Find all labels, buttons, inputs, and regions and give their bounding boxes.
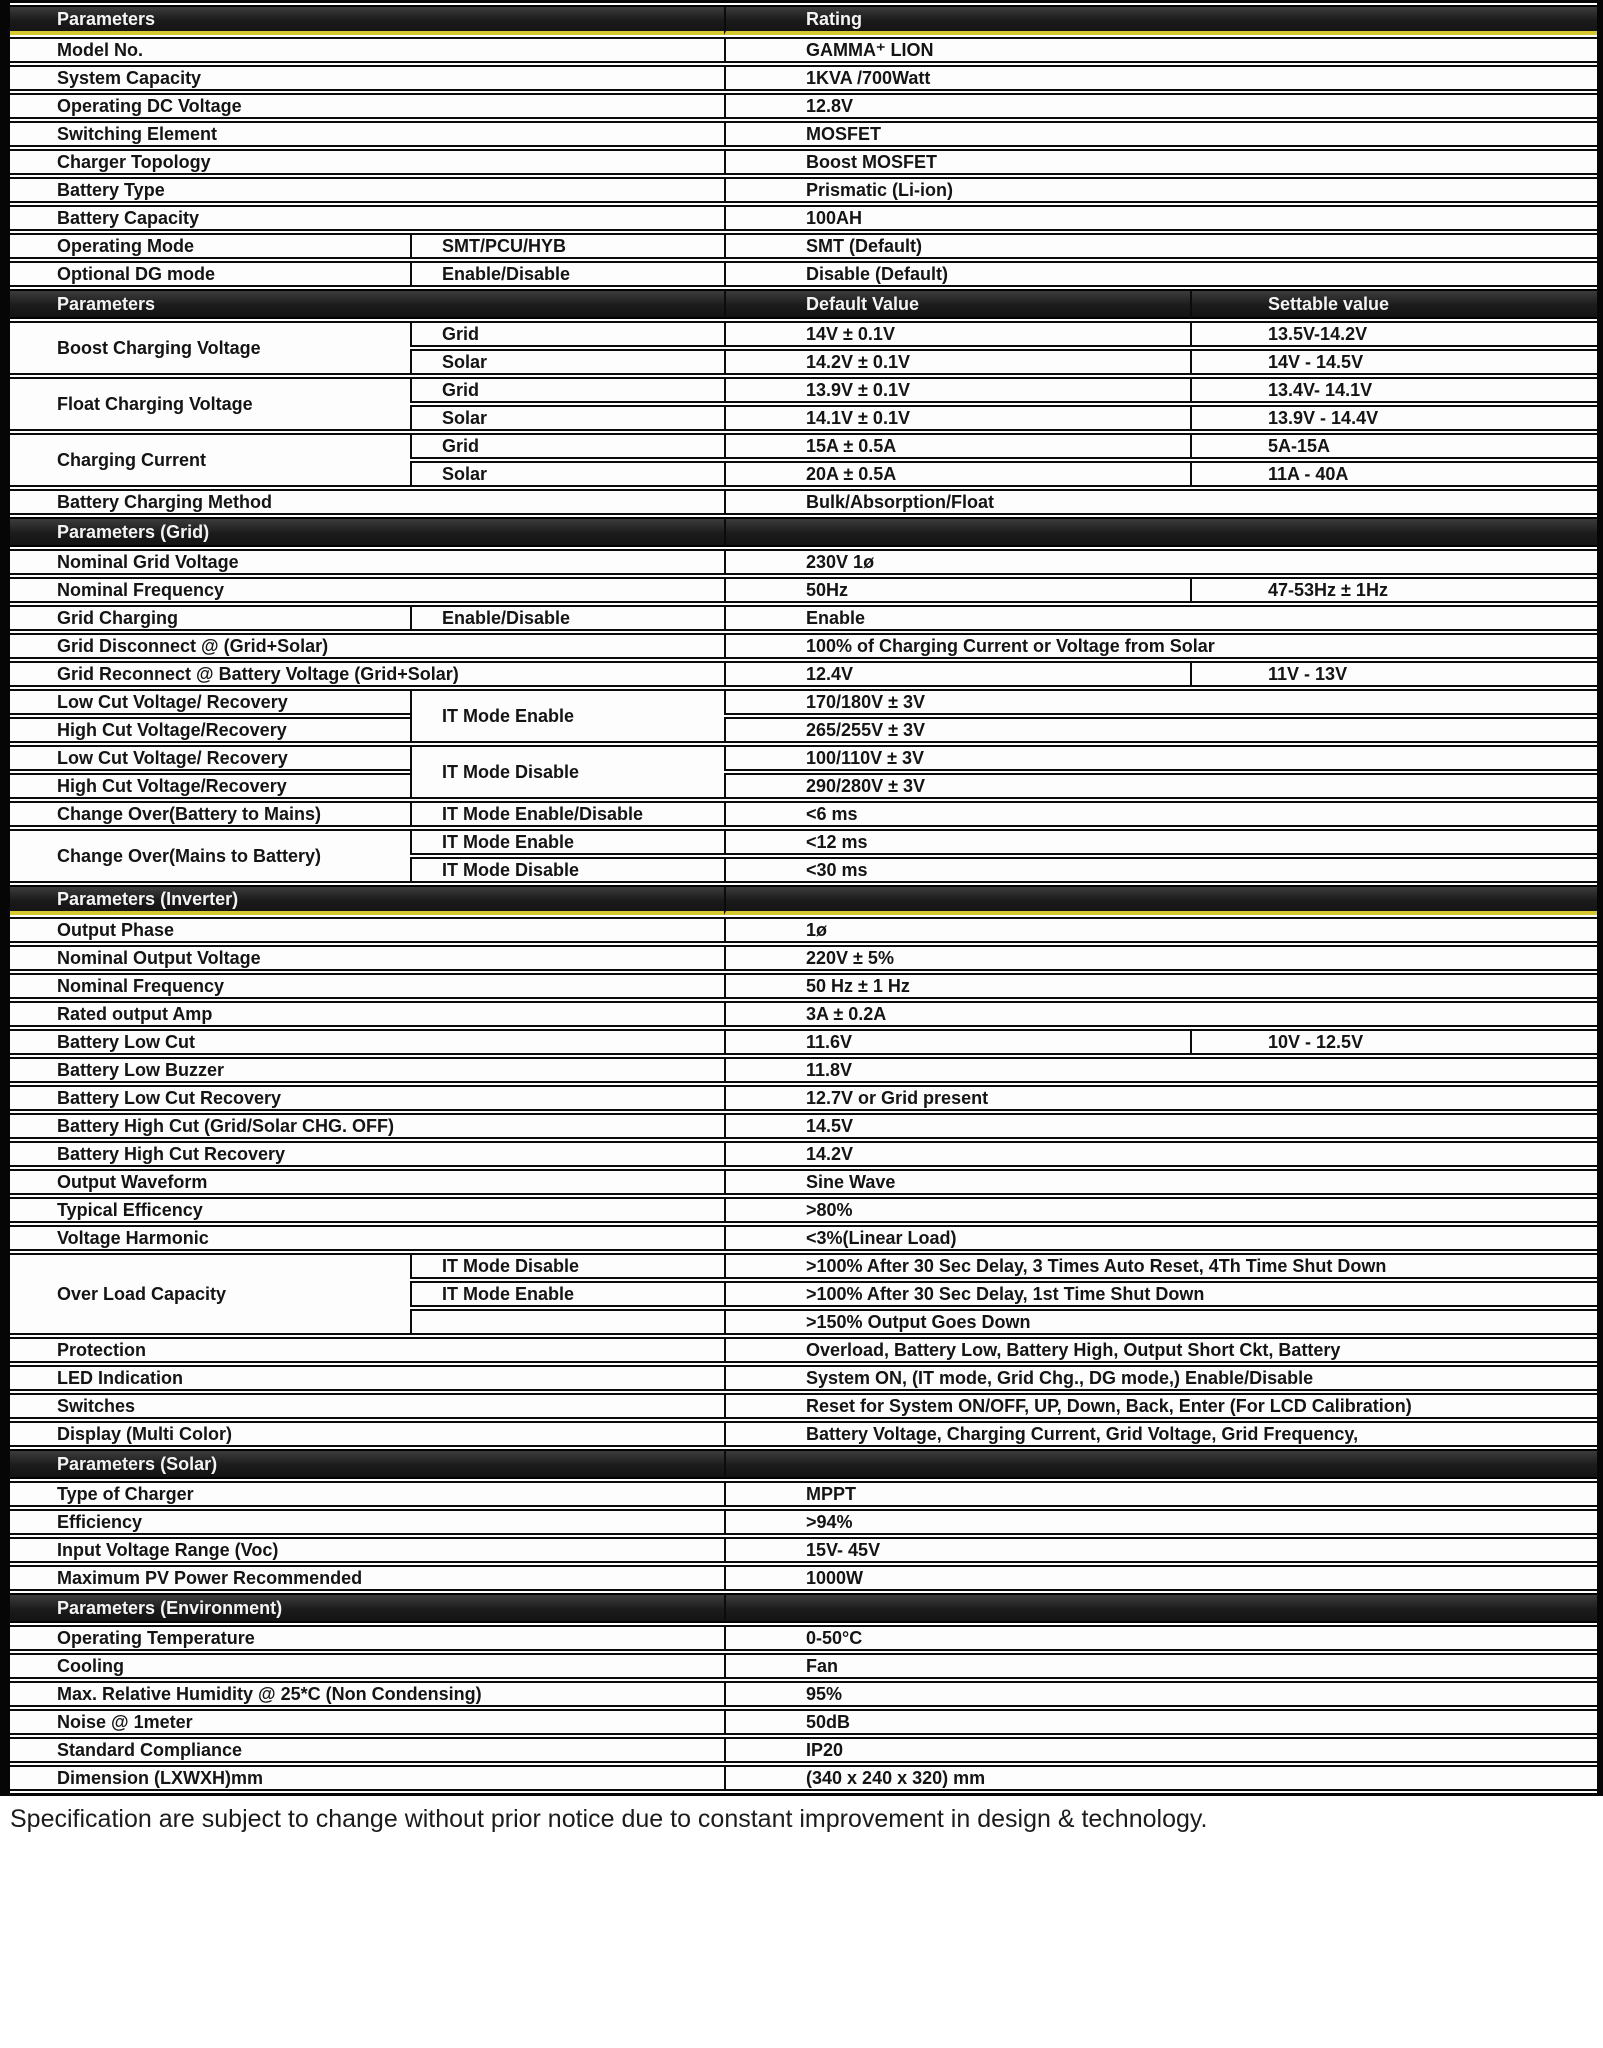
param-name: Over Load Capacity (10, 1253, 410, 1335)
param-name: Operating Temperature (10, 1625, 724, 1651)
spec-row (10, 433, 1597, 459)
spec-row (10, 1509, 1597, 1535)
param-value: 11.8V (724, 1057, 1597, 1083)
section-spacer (724, 1449, 1597, 1479)
param-name: Display (Multi Color) (10, 1421, 724, 1447)
spec-row (10, 973, 1597, 999)
param-name: Battery High Cut (Grid/Solar CHG. OFF) (10, 1113, 724, 1139)
param-value: MOSFET (724, 121, 1597, 147)
spec-row (10, 1365, 1597, 1391)
param-value: 12.7V or Grid present (724, 1085, 1597, 1111)
spec-row (10, 205, 1597, 231)
spec-row (10, 1421, 1597, 1447)
column-header: Rating (724, 5, 1597, 35)
param-value: <6 ms (724, 801, 1597, 827)
spec-row (10, 489, 1597, 515)
param-value: 14.5V (724, 1113, 1597, 1139)
param-value: 100AH (724, 205, 1597, 231)
param-name: Type of Charger (10, 1481, 724, 1507)
param-condition: SMT/PCU/HYB (410, 233, 724, 259)
param-name: Optional DG mode (10, 261, 410, 287)
param-name: Grid Charging (10, 605, 410, 631)
param-name: Change Over(Battery to Mains) (10, 801, 410, 827)
param-name: Nominal Frequency (10, 973, 724, 999)
param-name: Charger Topology (10, 149, 724, 175)
param-value: 50Hz (724, 577, 1190, 603)
param-name: Float Charging Voltage (10, 377, 410, 431)
section-title: Parameters (Environment) (10, 1593, 724, 1623)
spec-row (10, 37, 1597, 63)
param-value: >150% Output Goes Down (724, 1309, 1597, 1335)
param-value: Sine Wave (724, 1169, 1597, 1195)
param-value: 1ø (724, 917, 1597, 943)
param-value: 14V ± 0.1V (724, 321, 1190, 347)
param-value: 100% of Charging Current or Voltage from Solar (724, 633, 1597, 659)
spec-row (10, 717, 1597, 743)
spec-row (10, 1169, 1597, 1195)
param-name: Input Voltage Range (Voc) (10, 1537, 724, 1563)
param-value: Prismatic (Li-ion) (724, 177, 1597, 203)
param-condition: IT Mode Enable (410, 689, 724, 743)
param-name: System Capacity (10, 65, 724, 91)
spec-row (10, 605, 1597, 631)
spec-row (10, 689, 1597, 715)
param-name: Standard Compliance (10, 1737, 724, 1763)
spec-row (10, 1253, 1597, 1279)
spec-row (10, 577, 1597, 603)
column-header: Settable value (1190, 289, 1597, 319)
param-settable-value: 10V - 12.5V (1190, 1029, 1597, 1055)
param-name: Battery Low Buzzer (10, 1057, 724, 1083)
param-name: Output Phase (10, 917, 724, 943)
param-condition: Grid (410, 433, 724, 459)
param-value: 3A ± 0.2A (724, 1001, 1597, 1027)
param-name: High Cut Voltage/Recovery (10, 773, 410, 799)
spec-row (10, 1765, 1597, 1791)
spec-row (10, 945, 1597, 971)
param-value: System ON, (IT mode, Grid Chg., DG mode,) Enable/Disable (724, 1365, 1597, 1391)
param-name: Low Cut Voltage/ Recovery (10, 689, 410, 715)
spec-row (10, 1709, 1597, 1735)
param-name: Rated output Amp (10, 1001, 724, 1027)
spec-table-body (10, 5, 1597, 1791)
param-condition: IT Mode Disable (410, 745, 724, 799)
spec-row (10, 1029, 1597, 1055)
param-condition: Solar (410, 461, 724, 487)
param-value: Battery Voltage, Charging Current, Grid Voltage, Grid Frequency, (724, 1421, 1597, 1447)
param-condition (410, 1309, 724, 1335)
param-name: Charging Current (10, 433, 410, 487)
param-condition: IT Mode Enable (410, 1281, 724, 1307)
param-settable-value: 13.5V-14.2V (1190, 321, 1597, 347)
param-condition: Grid (410, 377, 724, 403)
param-value: 14.2V (724, 1141, 1597, 1167)
column-header: Parameters (10, 289, 724, 319)
param-name: Operating DC Voltage (10, 93, 724, 119)
spec-row (10, 177, 1597, 203)
param-value: 15A ± 0.5A (724, 433, 1190, 459)
section-title: Parameters (Grid) (10, 517, 724, 547)
param-condition: Solar (410, 405, 724, 431)
param-value: 170/180V ± 3V (724, 689, 1597, 715)
section-header-row (10, 885, 1597, 915)
param-value: 12.4V (724, 661, 1190, 687)
spec-row (10, 1057, 1597, 1083)
table-header-row (10, 289, 1597, 319)
param-name: Battery Low Cut (10, 1029, 724, 1055)
param-settable-value: 47-53Hz ± 1Hz (1190, 577, 1597, 603)
param-name: Battery Charging Method (10, 489, 724, 515)
section-spacer (724, 1593, 1597, 1623)
param-value: 15V- 45V (724, 1537, 1597, 1563)
param-value: Disable (Default) (724, 261, 1597, 287)
param-value: 265/255V ± 3V (724, 717, 1597, 743)
param-value: 220V ± 5% (724, 945, 1597, 971)
spec-row (10, 1141, 1597, 1167)
param-value: <12 ms (724, 829, 1597, 855)
param-value: SMT (Default) (724, 233, 1597, 259)
param-name: Boost Charging Voltage (10, 321, 410, 375)
spec-row (10, 801, 1597, 827)
param-value: 1000W (724, 1565, 1597, 1591)
param-condition: IT Mode Enable/Disable (410, 801, 724, 827)
param-value: >94% (724, 1509, 1597, 1535)
table-header-row (10, 5, 1597, 35)
spec-row (10, 773, 1597, 799)
spec-row (10, 1681, 1597, 1707)
param-value: 14.1V ± 0.1V (724, 405, 1190, 431)
spec-table (10, 3, 1597, 1793)
spec-row (10, 1113, 1597, 1139)
spec-row (10, 321, 1597, 347)
spec-row (10, 549, 1597, 575)
spec-row (10, 233, 1597, 259)
spec-row (10, 93, 1597, 119)
section-spacer (724, 517, 1597, 547)
param-value: IP20 (724, 1737, 1597, 1763)
param-value: (340 x 240 x 320) mm (724, 1765, 1597, 1791)
param-name: Cooling (10, 1653, 724, 1679)
param-name: Maximum PV Power Recommended (10, 1565, 724, 1591)
spec-row (10, 1197, 1597, 1223)
param-name: Voltage Harmonic (10, 1225, 724, 1251)
param-name: Max. Relative Humidity @ 25*C (Non Condensing) (10, 1681, 724, 1707)
footer-note: Specification are subject to change without prior notice due to constant improvement in design & technology. (10, 1805, 1208, 1833)
param-value: <30 ms (724, 857, 1597, 883)
param-value: 14.2V ± 0.1V (724, 349, 1190, 375)
column-header: Parameters (10, 5, 724, 35)
param-name: Model No. (10, 37, 724, 63)
spec-row (10, 121, 1597, 147)
spec-row (10, 1737, 1597, 1763)
param-value: Bulk/Absorption/Float (724, 489, 1597, 515)
param-settable-value: 11A - 40A (1190, 461, 1597, 487)
param-value: 11.6V (724, 1029, 1190, 1055)
param-settable-value: 13.9V - 14.4V (1190, 405, 1597, 431)
param-condition: Solar (410, 349, 724, 375)
param-value: >100% After 30 Sec Delay, 3 Times Auto Reset, 4Th Time Shut Down (724, 1253, 1597, 1279)
param-value: Enable (724, 605, 1597, 631)
param-condition: Enable/Disable (410, 605, 724, 631)
param-name: Nominal Output Voltage (10, 945, 724, 971)
param-value: 100/110V ± 3V (724, 745, 1597, 771)
param-value: 95% (724, 1681, 1597, 1707)
param-name: Nominal Frequency (10, 577, 724, 603)
spec-row (10, 829, 1597, 855)
param-value: 13.9V ± 0.1V (724, 377, 1190, 403)
param-name: High Cut Voltage/Recovery (10, 717, 410, 743)
spec-row (10, 65, 1597, 91)
spec-row (10, 1337, 1597, 1363)
param-value: 20A ± 0.5A (724, 461, 1190, 487)
param-value: Boost MOSFET (724, 149, 1597, 175)
param-name: Switches (10, 1393, 724, 1419)
param-name: Dimension (LXWXH)mm (10, 1765, 724, 1791)
param-name: Change Over(Mains to Battery) (10, 829, 410, 883)
param-value: 1KVA /700Watt (724, 65, 1597, 91)
section-header-row (10, 517, 1597, 547)
param-value: 290/280V ± 3V (724, 773, 1597, 799)
section-title: Parameters (Inverter) (10, 885, 724, 915)
param-value: GAMMA⁺ LION (724, 37, 1597, 63)
param-name: Battery Capacity (10, 205, 724, 231)
param-name: LED Indication (10, 1365, 724, 1391)
param-name: Grid Reconnect @ Battery Voltage (Grid+Solar) (10, 661, 724, 687)
spec-row (10, 1653, 1597, 1679)
param-name: Battery High Cut Recovery (10, 1141, 724, 1167)
spec-row (10, 377, 1597, 403)
param-name: Battery Type (10, 177, 724, 203)
param-settable-value: 13.4V- 14.1V (1190, 377, 1597, 403)
param-name: Grid Disconnect @ (Grid+Solar) (10, 633, 724, 659)
param-value: 0-50°C (724, 1625, 1597, 1651)
param-value: 50dB (724, 1709, 1597, 1735)
param-name: Output Waveform (10, 1169, 724, 1195)
column-header: Default Value (724, 289, 1190, 319)
param-name: Nominal Grid Voltage (10, 549, 724, 575)
param-condition: Grid (410, 321, 724, 347)
param-name: Noise @ 1meter (10, 1709, 724, 1735)
section-header-row (10, 1449, 1597, 1479)
param-settable-value: 5A-15A (1190, 433, 1597, 459)
param-value: 230V 1ø (724, 549, 1597, 575)
param-name: Battery Low Cut Recovery (10, 1085, 724, 1111)
spec-row (10, 149, 1597, 175)
spec-row (10, 1565, 1597, 1591)
section-title: Parameters (Solar) (10, 1449, 724, 1479)
param-value: Fan (724, 1653, 1597, 1679)
spec-row (10, 1001, 1597, 1027)
param-settable-value: 11V - 13V (1190, 661, 1597, 687)
param-name: Efficiency (10, 1509, 724, 1535)
param-name: Protection (10, 1337, 724, 1363)
param-condition: IT Mode Disable (410, 857, 724, 883)
param-value: >100% After 30 Sec Delay, 1st Time Shut Down (724, 1281, 1597, 1307)
param-value: >80% (724, 1197, 1597, 1223)
spec-row (10, 661, 1597, 687)
param-value: Reset for System ON/OFF, UP, Down, Back, Enter (For LCD Calibration) (724, 1393, 1597, 1419)
param-value: MPPT (724, 1481, 1597, 1507)
param-condition: IT Mode Disable (410, 1253, 724, 1279)
spec-row (10, 1085, 1597, 1111)
param-condition: Enable/Disable (410, 261, 724, 287)
param-condition: IT Mode Enable (410, 829, 724, 855)
spec-row (10, 1481, 1597, 1507)
spec-row (10, 261, 1597, 287)
param-name: Typical Efficency (10, 1197, 724, 1223)
param-value: 50 Hz ± 1 Hz (724, 973, 1597, 999)
spec-row (10, 917, 1597, 943)
param-value: Overload, Battery Low, Battery High, Output Short Ckt, Battery (724, 1337, 1597, 1363)
spec-row (10, 1625, 1597, 1651)
spec-row (10, 1225, 1597, 1251)
param-settable-value: 14V - 14.5V (1190, 349, 1597, 375)
section-header-row (10, 1593, 1597, 1623)
spec-row (10, 1537, 1597, 1563)
param-name: Switching Element (10, 121, 724, 147)
param-name: Low Cut Voltage/ Recovery (10, 745, 410, 771)
spec-row (10, 633, 1597, 659)
spec-row (10, 745, 1597, 771)
spec-row (10, 1393, 1597, 1419)
section-spacer (724, 885, 1597, 915)
param-value: <3%(Linear Load) (724, 1225, 1597, 1251)
param-value: 12.8V (724, 93, 1597, 119)
param-name: Operating Mode (10, 233, 410, 259)
